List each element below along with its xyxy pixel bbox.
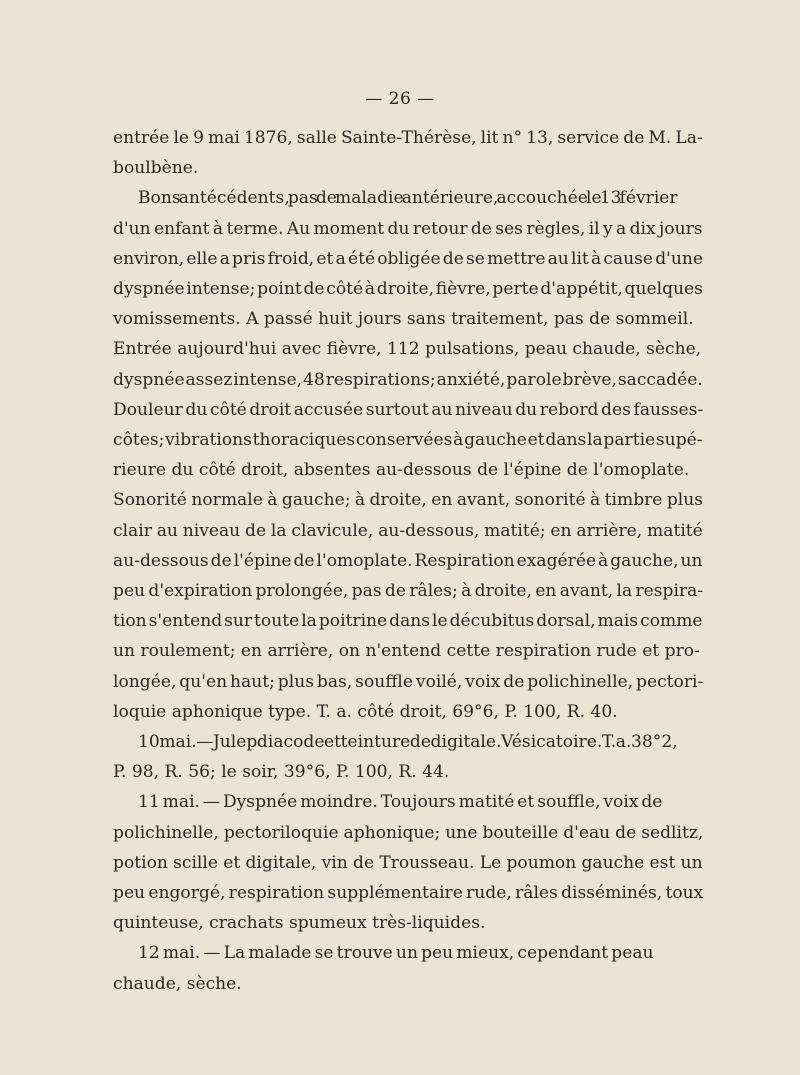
text-line: Douleur du côté droit accusée surtout au niveau du rebord des fausses- <box>113 399 704 420</box>
text-line: quinteuse, crachats spumeux très-liquides. <box>113 913 486 934</box>
text-line: un roulement; en arrière, on n'entend cette respiration rude et pro- <box>113 641 700 662</box>
body-text <box>113 123 703 999</box>
text-line: polichinelle, pectoriloquie aphonique; une bouteille d'eau de sedlitz, <box>113 822 704 843</box>
text-line: boulbène. <box>113 158 199 179</box>
text-line: tion s'entend sur toute la poitrine dans le décubitus dorsal, mais comme <box>113 611 703 632</box>
text-line: longée, qu'en haut; plus bas, souffle voilé, voix de polichinelle, pectori- <box>113 671 704 692</box>
text-line: Bons antécédents, pas de maladie antérieure, accouchée le 13 février <box>138 188 678 209</box>
text-line: dyspnée assez intense, 48 respirations; anxiété, parole brève, saccadée. <box>113 369 703 390</box>
text-line: 10 mai. — Julep diacode et teinture de digitale. Vésicatoire. T. a. 38°2, <box>138 732 678 753</box>
text-line: au-dessous de l'épine de l'omoplate. Respiration exagérée à gauche, un <box>113 550 703 571</box>
text-line: peu engorgé, respiration supplémentaire rude, râles disséminés, toux <box>113 883 704 904</box>
text-line: environ, elle a pris froid, et a été obligée de se mettre au lit à cause d'une <box>113 248 703 269</box>
text-line: peu d'expiration prolongée, pas de râles; à droite, en avant, la respira- <box>113 581 704 602</box>
text-line: vomissements. A passé huit jours sans traitement, pas de sommeil. <box>113 309 694 330</box>
text-line: dyspnée intense; point de côté à droite, fièvre, perte d'appétit, quelques <box>113 279 703 300</box>
text-line: potion scille et digitale, vin de Trousseau. Le poumon gauche est un <box>113 852 703 873</box>
text-line: Entrée aujourd'hui avec fièvre, 112 pulsations, peau chaude, sèche, <box>113 339 702 360</box>
text-line: entrée le 9 mai 1876, salle Sainte-Thérèse, lit n° 13, service de M. La- <box>113 128 703 148</box>
text-line: 12 mai. — La malade se trouve un peu mieux, cependant peau <box>138 943 654 964</box>
text-line: loquie aphonique type. T. a. côté droit, 69°6, P. 100, R. 40. <box>113 701 618 722</box>
text-line: clair au niveau de la clavicule, au-dessous, matité; en arrière, matité <box>113 520 703 541</box>
text-line: Sonorité normale à gauche; à droite, en avant, sonorité à timbre plus <box>113 490 704 511</box>
text-line: 11 mai. — Dyspnée moindre. Toujours matité et souffle, voix de <box>138 792 663 813</box>
text-line: chaude, sèche. <box>113 973 242 994</box>
text-line: côtes; vibrations thoraciques conservées à gauche et dans la partie supé- <box>113 430 703 451</box>
text-line: d'un enfant à terme. Au moment du retour de ses règles, il y a dix jours <box>113 218 703 239</box>
page-number: — 26 — <box>365 89 435 109</box>
text-line: P. 98, R. 56; le soir, 39°6, P. 100, R. 44. <box>113 762 450 783</box>
text-line: rieure du côté droit, absentes au-dessous de l'épine de l'omoplate. <box>113 460 690 481</box>
